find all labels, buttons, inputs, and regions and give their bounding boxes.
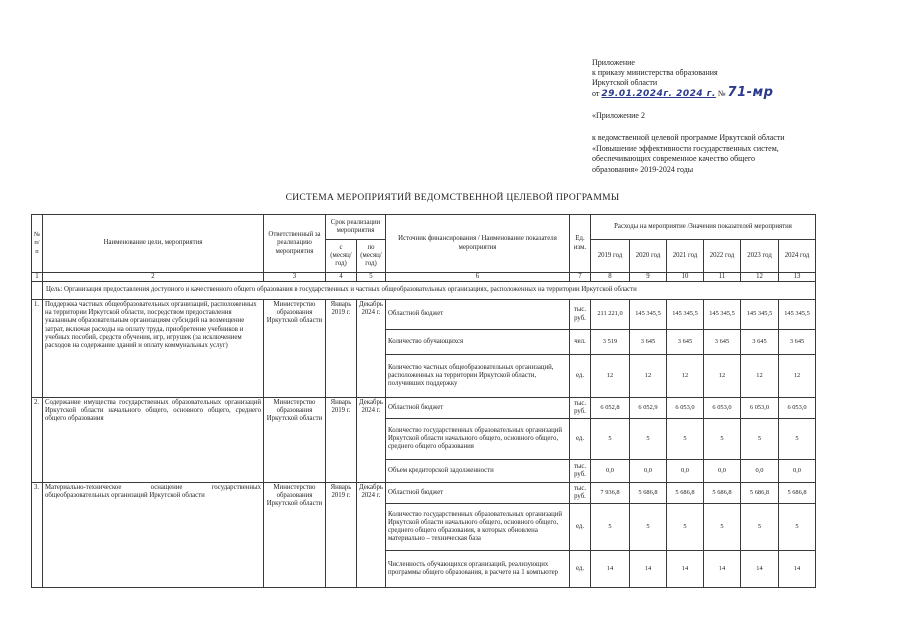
goal-num-cell — [32, 282, 43, 300]
column-index: 10 — [667, 273, 704, 282]
appendix-2-line-3: обеспечивающих современное качество общего — [592, 154, 755, 163]
value-2022: 6 053,0 — [704, 398, 741, 419]
indicator-unit: ед. — [570, 504, 591, 551]
value-2022: 0,0 — [704, 460, 741, 483]
indicator-source: Численность обучающихся организаций, реализующих программы общего образования, в расчете на 1 компьютер — [386, 551, 570, 588]
goal-row — [32, 282, 816, 300]
indicator-source: Количество частных общеобразовательных организаций, расположенных на территории Иркутской области, получивших поддержку — [386, 355, 570, 398]
order-date-handwritten: 29.01.2024г. 2024 г. — [601, 89, 716, 99]
column-index: 2 — [43, 273, 264, 282]
value-2021: 5 — [667, 504, 704, 551]
order-number-handwritten: 71-мр — [727, 85, 774, 100]
value-2021: 5 686,8 — [667, 483, 704, 504]
value-2023: 3 645 — [741, 330, 779, 355]
table-row — [32, 398, 816, 419]
header-num: № п/п — [32, 215, 43, 273]
value-2024: 145 345,5 — [779, 300, 816, 330]
value-2024: 12 — [779, 355, 816, 398]
measure-name: Материально-техническое оснащение государственных общеобразовательных организаций Иркутской области — [43, 483, 264, 588]
appendix-line-3: Иркутской области — [592, 78, 658, 87]
column-index: 11 — [704, 273, 741, 282]
appendix-2-line-2: «Повышение эффективности государственных систем, — [592, 143, 779, 153]
value-2023: 12 — [741, 355, 779, 398]
measures-table — [31, 214, 816, 588]
measure-period-from: Январь 2019 г. — [326, 398, 357, 483]
value-2022: 145 345,5 — [704, 300, 741, 330]
value-2020: 6 052,9 — [630, 398, 667, 419]
indicator-source: Количество государственных образовательных организаций Иркутской области начального общего, основного общего, среднего общего образования, в которых обновлена материально – техническая база — [386, 504, 570, 551]
value-2021: 14 — [667, 551, 704, 588]
value-2019: 7 936,8 — [591, 483, 630, 504]
goal-text: Цель: Организация предоставления доступного и качественного общего образования в государственных и частных общеобразовательных организациях, расположенных на территории Иркутской области — [43, 282, 816, 300]
measure-num: 1. — [32, 300, 43, 398]
header-source: Источник финансирования / Наименование показателя мероприятия — [386, 215, 570, 273]
indicator-source: Областной бюджет — [386, 300, 570, 330]
value-2023: 5 686,8 — [741, 483, 779, 504]
document-title: СИСТЕМА МЕРОПРИЯТИЙ ВЕДОМСТВЕННОЙ ЦЕЛЕВОЙ ПРОГРАММЫ — [285, 193, 620, 203]
value-2023: 6 053,0 — [741, 398, 779, 419]
value-2019: 5 — [591, 504, 630, 551]
measure-responsible: Министерство образования Иркутской области — [264, 483, 326, 588]
column-index: 6 — [386, 273, 570, 282]
appendix-2-line-1: к ведомственной целевой программе Иркутской области — [592, 133, 785, 142]
header-period-from: с (месяц/ год) — [326, 240, 357, 273]
value-2021: 0,0 — [667, 460, 704, 483]
table-row — [32, 300, 816, 330]
value-2023: 5 — [741, 504, 779, 551]
indicator-unit: ед. — [570, 355, 591, 398]
value-2019: 14 — [591, 551, 630, 588]
column-index: 5 — [357, 273, 386, 282]
column-index: 12 — [741, 273, 779, 282]
value-2020: 0,0 — [630, 460, 667, 483]
value-2021: 3 645 — [667, 330, 704, 355]
from-label: от — [592, 89, 600, 98]
appendix-line-2: к приказу министерства образования — [592, 68, 718, 77]
column-index: 8 — [591, 273, 630, 282]
value-2019: 6 052,8 — [591, 398, 630, 419]
header-year-2021: 2021 год — [667, 240, 704, 273]
indicator-source: Областной бюджет — [386, 398, 570, 419]
header-period-to: по (месяц/ год) — [357, 240, 386, 273]
header-expenses: Расходы на мероприятие /Значения показателей мероприятия — [591, 215, 816, 240]
indicator-source: Областной бюджет — [386, 483, 570, 504]
value-2020: 14 — [630, 551, 667, 588]
header-name: Наименование цели, мероприятия — [43, 215, 264, 273]
value-2023: 145 345,5 — [741, 300, 779, 330]
header-period: Срок реализации мероприятия — [326, 215, 386, 240]
header-year-2020: 2020 год — [630, 240, 667, 273]
header-row-1 — [32, 215, 816, 240]
order-date-number — [592, 85, 832, 100]
value-2024: 3 645 — [779, 330, 816, 355]
measure-name: Поддержка частных общеобразовательных организаций, расположенных на территории Иркутской области, посредством предоставления указанным образовательным организациям субсидий на возмещение затрат, включая расходы на оплату труда, приобретение учебников и учебных пособий, средств обучения, игр, игрушек (за исключением расходов на содержание зданий и оплату коммунальных услуг) — [43, 300, 264, 398]
measure-period-from: Январь 2019 г. — [326, 300, 357, 398]
appendix-block — [592, 58, 832, 175]
indicator-unit: ед. — [570, 419, 591, 460]
header-year-2024: 2024 год — [779, 240, 816, 273]
appendix-2-text — [592, 133, 832, 175]
value-2022: 5 — [704, 504, 741, 551]
header-year-2023: 2023 год — [741, 240, 779, 273]
value-2024: 14 — [779, 551, 816, 588]
indicator-unit: чел. — [570, 330, 591, 355]
table-row — [32, 483, 816, 504]
indicator-unit: тыс. руб. — [570, 300, 591, 330]
indicator-source: Количество обучающихся — [386, 330, 570, 355]
measure-period-to: Декабрь 2024 г. — [357, 398, 386, 483]
measure-name: Содержание имущества государственных образовательных организаций Иркутской области начального общего, основного общего, среднего общего образования — [43, 398, 264, 483]
column-index: 3 — [264, 273, 326, 282]
column-index: 13 — [779, 273, 816, 282]
indicator-unit: ед. — [570, 551, 591, 588]
value-2019: 12 — [591, 355, 630, 398]
value-2020: 5 686,8 — [630, 483, 667, 504]
value-2021: 145 345,5 — [667, 300, 704, 330]
measure-period-from: Январь 2019 г. — [326, 483, 357, 588]
indicator-unit: тыс. руб. — [570, 483, 591, 504]
appendix-2-title: «Приложение 2 — [592, 111, 645, 120]
value-2020: 5 — [630, 504, 667, 551]
value-2021: 12 — [667, 355, 704, 398]
value-2023: 0,0 — [741, 460, 779, 483]
column-index: 1 — [32, 273, 43, 282]
value-2023: 5 — [741, 419, 779, 460]
header-responsible: Ответственный за реализацию мероприятия — [264, 215, 326, 273]
measure-responsible: Министерство образования Иркутской области — [264, 300, 326, 398]
value-2022: 12 — [704, 355, 741, 398]
value-2019: 5 — [591, 419, 630, 460]
header-unit: Ед. изм. — [570, 215, 591, 273]
value-2024: 5 686,8 — [779, 483, 816, 504]
value-2019: 211 221,0 — [591, 300, 630, 330]
column-index-row — [32, 273, 816, 282]
indicator-unit: тыс. руб. — [570, 460, 591, 483]
indicator-unit: тыс. руб. — [570, 398, 591, 419]
value-2024: 0,0 — [779, 460, 816, 483]
value-2021: 5 — [667, 419, 704, 460]
header-year-2019: 2019 год — [591, 240, 630, 273]
value-2020: 12 — [630, 355, 667, 398]
value-2023: 14 — [741, 551, 779, 588]
column-index: 4 — [326, 273, 357, 282]
value-2020: 145 345,5 — [630, 300, 667, 330]
value-2019: 0,0 — [591, 460, 630, 483]
appendix-2-line-4: образования» 2019-2024 годы — [592, 164, 694, 174]
number-label: № — [717, 89, 726, 98]
value-2022: 5 686,8 — [704, 483, 741, 504]
column-index: 7 — [570, 273, 591, 282]
value-2024: 6 053,0 — [779, 398, 816, 419]
measure-period-to: Декабрь 2024 г. — [357, 300, 386, 398]
value-2021: 6 053,0 — [667, 398, 704, 419]
appendix-line-1: Приложение — [592, 58, 635, 67]
measure-num: 3. — [32, 483, 43, 588]
indicator-source: Объем кредиторской задолженности — [386, 460, 570, 483]
value-2022: 3 645 — [704, 330, 741, 355]
measure-responsible: Министерство образования Иркутской области — [264, 398, 326, 483]
indicator-source: Количество государственных образовательных организаций Иркутской области начального общего, основного общего, среднего общего образования — [386, 419, 570, 460]
measure-num: 2. — [32, 398, 43, 483]
column-index: 9 — [630, 273, 667, 282]
value-2022: 5 — [704, 419, 741, 460]
header-year-2022: 2022 год — [704, 240, 741, 273]
value-2019: 3 519 — [591, 330, 630, 355]
measure-period-to: Декабрь 2024 г. — [357, 483, 386, 588]
value-2020: 5 — [630, 419, 667, 460]
value-2020: 3 645 — [630, 330, 667, 355]
value-2024: 5 — [779, 419, 816, 460]
value-2024: 5 — [779, 504, 816, 551]
value-2022: 14 — [704, 551, 741, 588]
